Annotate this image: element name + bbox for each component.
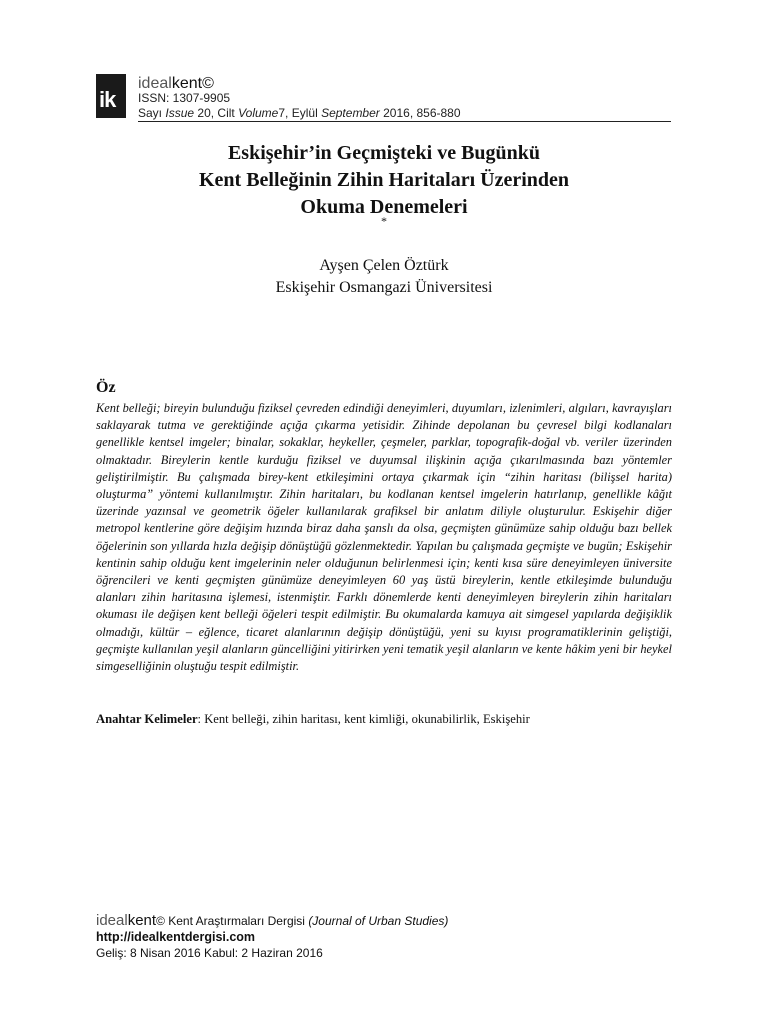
month-tr: Eylül xyxy=(291,106,318,120)
keywords-text: : Kent belleği, zihin haritası, kent kimliği, okunabilirlik, Eskişehir xyxy=(197,712,530,726)
issue-sayi: Sayı xyxy=(138,106,163,120)
logo-letters: ik xyxy=(99,87,116,112)
footer-brand-light: ideal xyxy=(96,912,128,929)
footer-journal-tr: Kent Araştırmaları Dergisi xyxy=(168,914,305,928)
issue-en: Issue xyxy=(165,106,195,120)
issn: ISSN: 1307-9905 xyxy=(138,91,231,105)
journal-logo xyxy=(96,74,126,118)
submission-dates: Geliş: 8 Nisan 2016 Kabul: 2 Haziran 2016 xyxy=(96,946,323,960)
year-pages: 2016, 856-880 xyxy=(383,106,461,120)
abstract-heading: Öz xyxy=(96,379,116,396)
issue-cilt: Cilt xyxy=(217,106,235,120)
footer-journal-line xyxy=(96,913,656,929)
footer-journal-en: (Journal of Urban Studies) xyxy=(308,914,449,928)
journal-brand xyxy=(138,76,461,91)
author-block xyxy=(96,255,672,299)
footer-brand xyxy=(96,912,156,929)
abstract-text: Kent belleği; bireyin bulunduğu fiziksel çevreden edindiği deneyimleri, duyumları, izlenimleri, algıları, kavrayışları saklayarak tutma ve gerektiğinde açığa çıkarma yetisidir. Zihinde depolanan bu çevresel bilgi kodlanaları genellikle kentsel imgeler; binalar, sokaklar, heykeller, çeşmeler, parklar, topografik-doğal vb. veriler üzerinden olmaktadır. Bireylerin kentle kurduğu fiziksel ve duyumsal ilişkinin açığa çıkarılmasında bazı yöntemler geliştirilmiştir. Bu çalışmada birey-kent etkileşimini ortaya çıkarmak için “zihin haritası (bilişsel harita) oluşturma” yöntemi kullanılmıştır. Zihin haritaları, bu kodlanan kentsel imgelerin hatırlanıp, genellikle kâğıt üzerinde yazınsal ve geometrik öğeler kullanılarak grafiksel bir anlatım diliyle oluşturulur. Eskişehir diğer metropol kentlerine göre değişim hızında biraz daha şanslı da olsa, geçmişten günümüze sahip olduğu bazı bellek öğelerinin son yıllarda hızla değişip dönüştüğü gözlenmektedir. Yapılan bu çalışmada geçmişte ve bugün; Eskişehir kentinin sahip olduğu kent imgelerinin neler olduğunun belirlenmesi için; kenti kısa süre deneyimleyen üniversite öğrencileri ve kenti geçmişten günümüze deneyimleyen 60 yaş üstü bireylerin, kentle etkileşimde bulunduğu alanları zihin haritasına işlemesi, istenmiştir. Farklı dönemlerde kenti deneyimleyen bireylerin zihin haritaları okuması ile değişen kent belleği öğeleri tespit edilmiştir. Bu okumalarda kamuya ait simgesel yapılarda değişiklik olmadığı, kültür – eğlence, ticaret alanlarının değişip dönüştüğü, yeni su kıyısı programatiklerinin geliştiği, geçmişte kullanılan yeşil alanların güncelliğini yitirirken yeni tematik yeşil alanların ve kente hâkim yeni bir heykel simgeselliğinin oluştuğu tespit edilmiştir. xyxy=(96,401,672,674)
journal-header xyxy=(138,76,461,121)
issue-info xyxy=(138,106,461,121)
title-line-1: Eskişehir’in Geçmişteki ve Bugünkü xyxy=(227,142,541,164)
author-name: Ayşen Çelen Öztürk xyxy=(319,257,449,274)
article-title xyxy=(96,140,672,221)
copyright-mark: © xyxy=(202,75,214,92)
footer-copyright-mark: © xyxy=(156,914,165,928)
journal-url-link[interactable]: http://idealkentdergisi.com xyxy=(96,930,256,944)
title-line-2: Kent Belleğinin Zihin Haritaları Üzerinden xyxy=(199,169,569,191)
author-affiliation: Eskişehir Osmangazi Üniversitesi xyxy=(275,279,493,296)
page-footer xyxy=(96,913,656,961)
brand-light: ideal xyxy=(138,75,172,92)
title-footnote-mark: * xyxy=(381,214,387,228)
brand-bold: kent xyxy=(171,75,203,92)
keywords-label: Anahtar Kelimeler xyxy=(96,712,198,726)
volume-en: Volume xyxy=(238,106,279,120)
title-line-3: Okuma Denemeleri xyxy=(300,196,468,218)
month-en: September xyxy=(321,106,380,120)
header-rule xyxy=(138,121,671,122)
footer-brand-bold: kent xyxy=(127,912,157,929)
issue-no: 20, xyxy=(197,106,215,120)
volume-no: 7, xyxy=(278,106,289,120)
keywords xyxy=(96,711,672,727)
